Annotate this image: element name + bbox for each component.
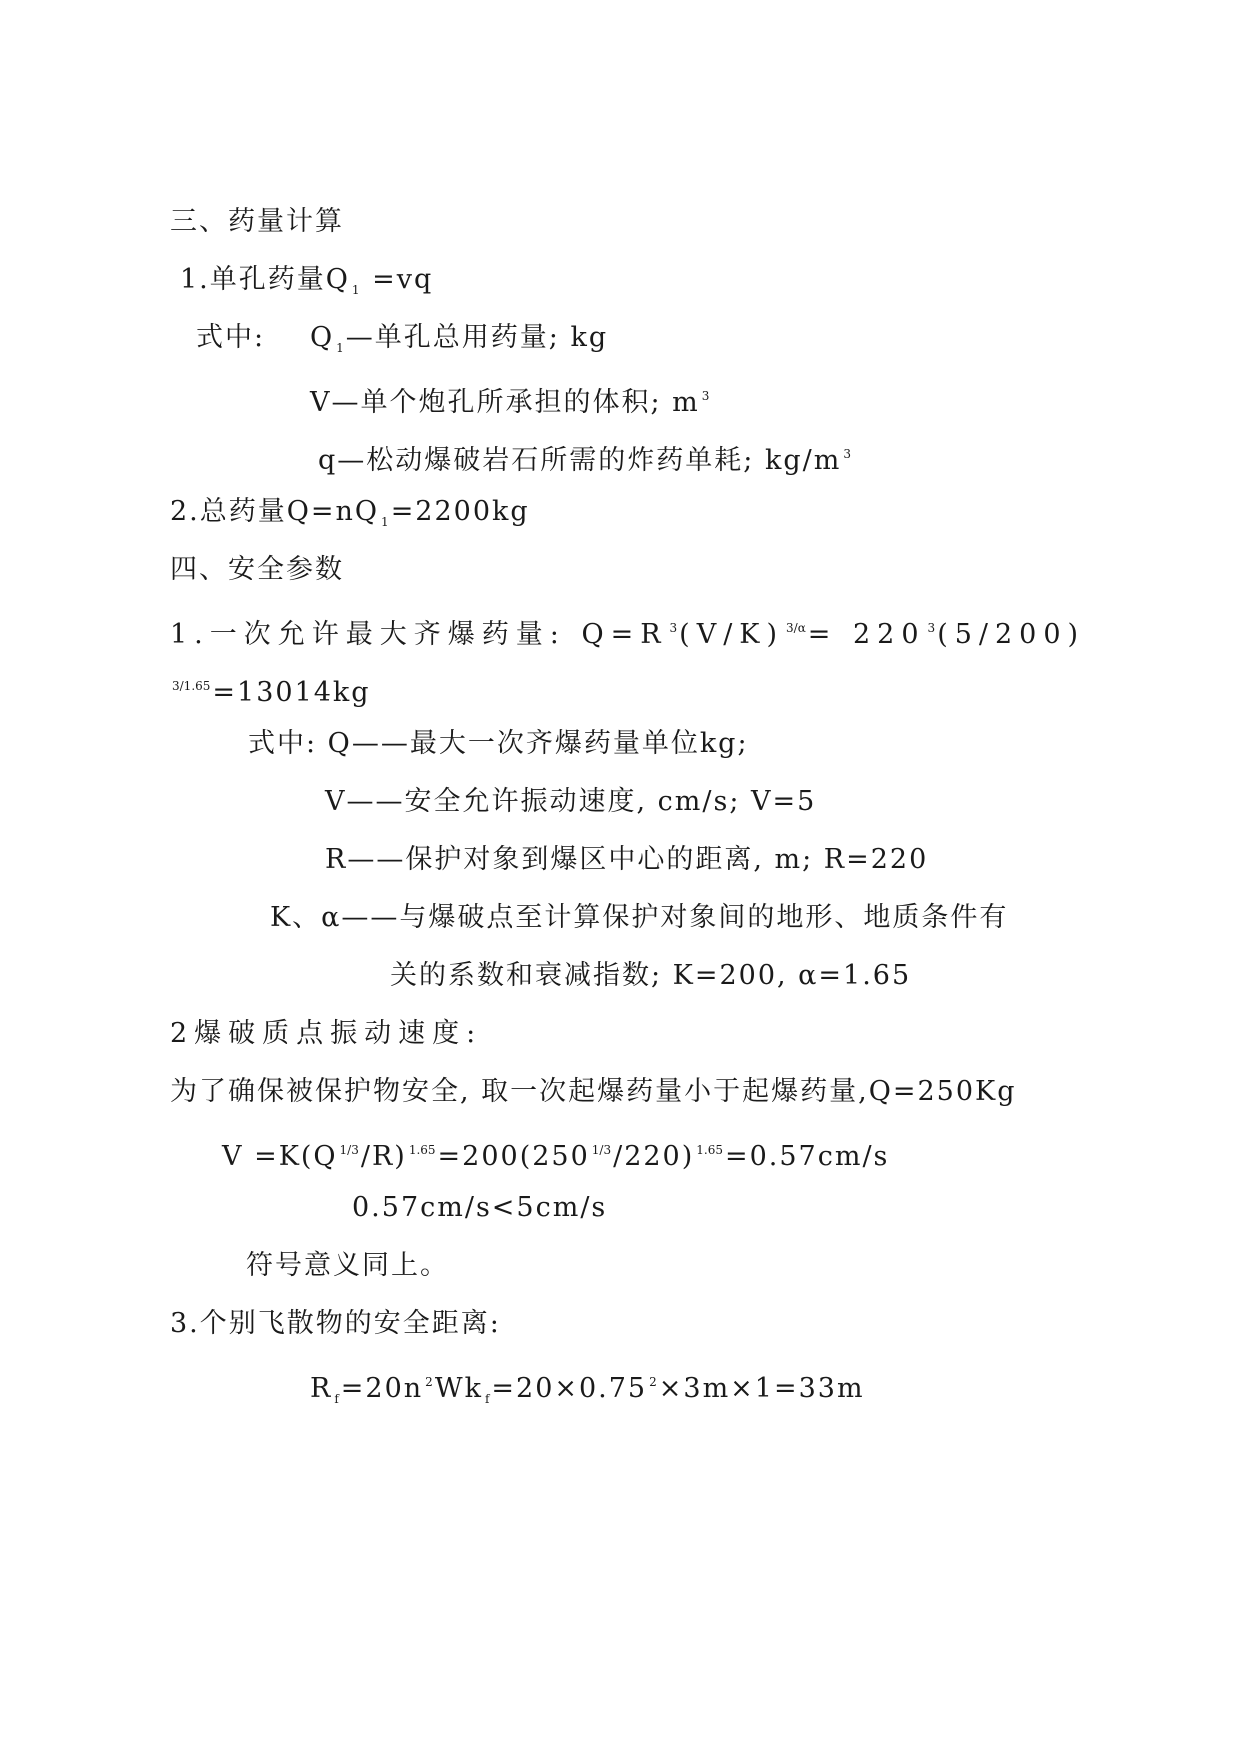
formula-part: /220) [613,1141,695,1172]
superscript: 1.65 [696,1143,723,1157]
superscript: 3 [927,621,936,635]
superscript: 2 [649,1375,657,1389]
subscript: 1 [336,341,344,355]
def-k-alpha-line1: K、α——与爆破点至计算保护对象间的地形、地质条件有 [270,902,1009,933]
formula-part: =200(250 [437,1141,590,1172]
flyrock-formula [310,1365,865,1416]
def-q [318,437,853,478]
def-k-alpha-line2: 关的系数和衰减指数; K=200, α=1.65 [390,960,912,991]
superscript: 2 [425,1375,433,1389]
superscript: 1/3 [339,1143,359,1157]
def-velocity: V——安全允许振动速度, cm/s; V=5 [325,786,817,817]
formula-suffix: =2200kg [390,496,530,527]
def-text: q—松动爆破岩石所需的炸药单耗; kg/m [318,445,842,476]
formula-part: =20×0.75 [491,1373,648,1404]
formula-part: = 220 [807,619,926,650]
subscript: f [484,1392,490,1406]
formula-part: (5/200) [937,619,1086,650]
formula-part: V =K(Q [222,1141,338,1172]
formula-part: Wk [434,1373,483,1404]
def-q1 [310,321,608,365]
formula-suffix: =vq [361,264,434,295]
def-max-charge: 式中: Q——最大一次齐爆药量单位kg; [248,728,749,759]
def-distance: R——保护对象到爆区中心的距离, m; R=220 [325,844,929,875]
section-heading-safety: 四、安全参数 [170,554,344,585]
superscript: 3/1.65 [172,679,211,693]
def-text: V—单个炮孔所承担的体积; m [310,387,700,418]
formula-part: /R) [360,1141,407,1172]
symbol: Q [310,322,335,353]
max-charge-formula-cont [170,669,371,710]
superscript: 3 [669,621,678,635]
formula-result: =13014kg [212,677,371,708]
formula-part: (V/K) [679,619,785,650]
formula-prefix: 2.总药量Q=nQ [170,496,380,527]
flyrock-heading: 3.个别飞散物的安全距离: [170,1308,501,1339]
vibration-intro: 为了确保被保护物安全, 取一次起爆药量小于起爆药量,Q=250Kg [170,1076,1017,1107]
symbol-note: 符号意义同上。 [246,1250,449,1281]
subscript: 1 [351,283,360,297]
def-v [310,379,711,420]
section-heading-charge-calc: 三、药量计算 [170,206,344,237]
formula-part: 1.一次允许最大齐爆药量: Q=R [170,619,668,650]
def-text: —单孔总用药量; kg [345,322,609,353]
subscript: f [334,1392,339,1406]
where-label: 式中: [196,322,266,353]
max-charge-formula [170,611,1085,652]
formula-part: =20n [340,1373,424,1404]
formula-result: ×3m×1=33m [658,1373,865,1404]
vibration-formula [222,1133,889,1174]
subscript: 1 [381,515,389,529]
vibration-velocity-heading: 2爆破质点振动速度: [170,1018,483,1049]
single-hole-charge-formula [180,263,433,307]
superscript: 3 [843,447,851,461]
formula-part: R [310,1373,333,1404]
formula-result: =0.57cm/s [724,1141,890,1172]
superscript: 1.65 [408,1143,436,1157]
superscript: 1/3 [591,1143,612,1157]
total-charge-formula [170,495,530,539]
superscript: 3/α [786,621,806,635]
formula-prefix: 1.单孔药量Q [180,264,350,295]
velocity-comparison: 0.57cm/s<5cm/s [352,1192,608,1223]
superscript: 3 [701,389,710,403]
